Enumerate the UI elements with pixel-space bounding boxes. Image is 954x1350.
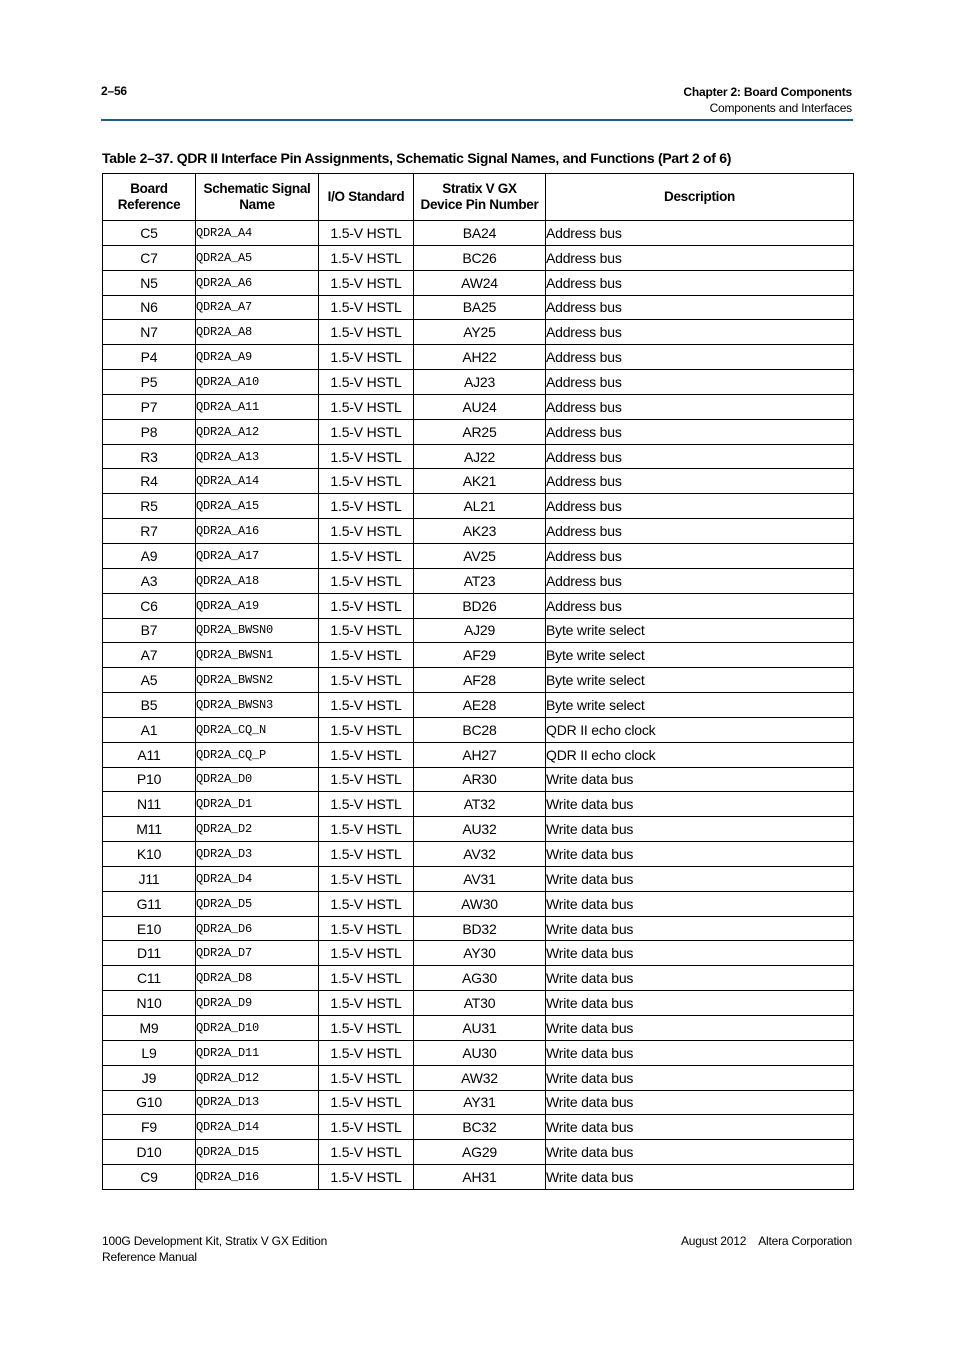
cell-pin-number: AH22	[414, 345, 546, 370]
table-row	[103, 370, 854, 395]
table-row	[103, 1090, 854, 1115]
cell-description: QDR II echo clock	[546, 742, 854, 767]
cell-board-reference: R3	[103, 444, 196, 469]
table-row	[103, 618, 854, 643]
cell-board-reference: P8	[103, 419, 196, 444]
cell-pin-number: AU30	[414, 1040, 546, 1065]
cell-io-standard: 1.5-V HSTL	[319, 519, 414, 544]
cell-signal-name: QDR2A_D12	[196, 1065, 319, 1090]
cell-pin-number: AH31	[414, 1165, 546, 1190]
cell-pin-number: AJ23	[414, 370, 546, 395]
cell-signal-name: QDR2A_D2	[196, 817, 319, 842]
cell-pin-number: AG29	[414, 1140, 546, 1165]
footer-right	[681, 1233, 852, 1249]
table-header-row	[103, 174, 854, 221]
cell-io-standard: 1.5-V HSTL	[319, 817, 414, 842]
table-row	[103, 345, 854, 370]
cell-signal-name: QDR2A_BWSN0	[196, 618, 319, 643]
cell-description: Byte write select	[546, 668, 854, 693]
section-title: Components and Interfaces	[709, 101, 852, 115]
column-header-board-reference: Board Reference	[103, 174, 196, 221]
cell-io-standard: 1.5-V HSTL	[319, 941, 414, 966]
cell-pin-number: AE28	[414, 693, 546, 718]
cell-pin-number: AK21	[414, 469, 546, 494]
cell-pin-number: BC32	[414, 1115, 546, 1140]
cell-io-standard: 1.5-V HSTL	[319, 370, 414, 395]
cell-board-reference: J11	[103, 866, 196, 891]
cell-board-reference: C5	[103, 221, 196, 246]
cell-board-reference: N7	[103, 320, 196, 345]
cell-signal-name: QDR2A_BWSN2	[196, 668, 319, 693]
table-row	[103, 270, 854, 295]
cell-pin-number: AG30	[414, 966, 546, 991]
cell-signal-name: QDR2A_D8	[196, 966, 319, 991]
cell-board-reference: A5	[103, 668, 196, 693]
table-row	[103, 469, 854, 494]
cell-pin-number: AV32	[414, 842, 546, 867]
table-row	[103, 593, 854, 618]
table-row	[103, 966, 854, 991]
cell-signal-name: QDR2A_D11	[196, 1040, 319, 1065]
cell-io-standard: 1.5-V HSTL	[319, 767, 414, 792]
cell-io-standard: 1.5-V HSTL	[319, 221, 414, 246]
cell-signal-name: QDR2A_D9	[196, 991, 319, 1016]
cell-description: Address bus	[546, 370, 854, 395]
cell-pin-number: AK23	[414, 519, 546, 544]
document-title: 100G Development Kit, Stratix V GX Edition	[102, 1234, 328, 1248]
column-header-io-standard: I/O Standard	[319, 174, 414, 221]
cell-description: Address bus	[546, 245, 854, 270]
cell-description: Address bus	[546, 270, 854, 295]
cell-board-reference: D10	[103, 1140, 196, 1165]
cell-description: Write data bus	[546, 817, 854, 842]
cell-pin-number: AU31	[414, 1016, 546, 1041]
cell-board-reference: P5	[103, 370, 196, 395]
table-row	[103, 693, 854, 718]
table-row	[103, 568, 854, 593]
cell-io-standard: 1.5-V HSTL	[319, 1165, 414, 1190]
cell-io-standard: 1.5-V HSTL	[319, 991, 414, 1016]
cell-board-reference: C9	[103, 1165, 196, 1190]
cell-signal-name: QDR2A_CQ_P	[196, 742, 319, 767]
cell-board-reference: M9	[103, 1016, 196, 1041]
cell-pin-number: AT30	[414, 991, 546, 1016]
cell-description: Write data bus	[546, 1065, 854, 1090]
column-header-device-pin-number: Stratix V GX Device Pin Number	[414, 174, 546, 221]
cell-description: Address bus	[546, 519, 854, 544]
cell-description: Write data bus	[546, 842, 854, 867]
cell-pin-number: BD26	[414, 593, 546, 618]
cell-description: Address bus	[546, 469, 854, 494]
cell-io-standard: 1.5-V HSTL	[319, 717, 414, 742]
cell-io-standard: 1.5-V HSTL	[319, 643, 414, 668]
column-header-description: Description	[546, 174, 854, 221]
table-row	[103, 767, 854, 792]
cell-board-reference: A9	[103, 543, 196, 568]
table-row	[103, 519, 854, 544]
cell-io-standard: 1.5-V HSTL	[319, 693, 414, 718]
cell-description: Write data bus	[546, 1040, 854, 1065]
cell-signal-name: QDR2A_D5	[196, 891, 319, 916]
cell-description: Address bus	[546, 444, 854, 469]
cell-io-standard: 1.5-V HSTL	[319, 891, 414, 916]
cell-pin-number: AF28	[414, 668, 546, 693]
cell-board-reference: D11	[103, 941, 196, 966]
cell-io-standard: 1.5-V HSTL	[319, 916, 414, 941]
cell-description: Address bus	[546, 320, 854, 345]
cell-io-standard: 1.5-V HSTL	[319, 345, 414, 370]
table-row	[103, 419, 854, 444]
cell-io-standard: 1.5-V HSTL	[319, 1065, 414, 1090]
table-row	[103, 991, 854, 1016]
cell-pin-number: AF29	[414, 643, 546, 668]
table-row	[103, 1165, 854, 1190]
table-body	[103, 221, 854, 1190]
cell-board-reference: N10	[103, 991, 196, 1016]
cell-signal-name: QDR2A_CQ_N	[196, 717, 319, 742]
cell-io-standard: 1.5-V HSTL	[319, 444, 414, 469]
cell-signal-name: QDR2A_A11	[196, 394, 319, 419]
cell-board-reference: E10	[103, 916, 196, 941]
cell-signal-name: QDR2A_D7	[196, 941, 319, 966]
cell-board-reference: A1	[103, 717, 196, 742]
cell-pin-number: AR25	[414, 419, 546, 444]
table-row	[103, 444, 854, 469]
table-row	[103, 1115, 854, 1140]
cell-board-reference: R4	[103, 469, 196, 494]
cell-description: QDR II echo clock	[546, 717, 854, 742]
cell-signal-name: QDR2A_D16	[196, 1165, 319, 1190]
table-row	[103, 1016, 854, 1041]
cell-board-reference: N5	[103, 270, 196, 295]
table-row	[103, 1040, 854, 1065]
cell-description: Address bus	[546, 494, 854, 519]
cell-signal-name: QDR2A_A8	[196, 320, 319, 345]
cell-description: Byte write select	[546, 618, 854, 643]
cell-signal-name: QDR2A_A12	[196, 419, 319, 444]
cell-description: Write data bus	[546, 991, 854, 1016]
cell-io-standard: 1.5-V HSTL	[319, 1040, 414, 1065]
cell-pin-number: AY31	[414, 1090, 546, 1115]
cell-io-standard: 1.5-V HSTL	[319, 469, 414, 494]
cell-io-standard: 1.5-V HSTL	[319, 792, 414, 817]
cell-pin-number: AL21	[414, 494, 546, 519]
cell-signal-name: QDR2A_A10	[196, 370, 319, 395]
table-row	[103, 891, 854, 916]
cell-description: Address bus	[546, 345, 854, 370]
cell-pin-number: AR30	[414, 767, 546, 792]
cell-description: Write data bus	[546, 1115, 854, 1140]
cell-io-standard: 1.5-V HSTL	[319, 295, 414, 320]
table-row	[103, 842, 854, 867]
cell-io-standard: 1.5-V HSTL	[319, 593, 414, 618]
chapter-title: Chapter 2: Board Components	[683, 85, 852, 99]
cell-io-standard: 1.5-V HSTL	[319, 842, 414, 867]
cell-signal-name: QDR2A_A17	[196, 543, 319, 568]
cell-io-standard: 1.5-V HSTL	[319, 394, 414, 419]
table-row	[103, 792, 854, 817]
cell-description: Byte write select	[546, 693, 854, 718]
cell-signal-name: QDR2A_D0	[196, 767, 319, 792]
cell-signal-name: QDR2A_D15	[196, 1140, 319, 1165]
cell-signal-name: QDR2A_A7	[196, 295, 319, 320]
cell-description: Address bus	[546, 394, 854, 419]
cell-pin-number: AY30	[414, 941, 546, 966]
cell-io-standard: 1.5-V HSTL	[319, 270, 414, 295]
cell-description: Address bus	[546, 593, 854, 618]
table-row	[103, 394, 854, 419]
cell-pin-number: BC26	[414, 245, 546, 270]
table-row	[103, 742, 854, 767]
table-row	[103, 717, 854, 742]
cell-description: Write data bus	[546, 966, 854, 991]
cell-description: Write data bus	[546, 1140, 854, 1165]
cell-signal-name: QDR2A_D3	[196, 842, 319, 867]
cell-signal-name: QDR2A_A15	[196, 494, 319, 519]
cell-signal-name: QDR2A_D13	[196, 1090, 319, 1115]
cell-description: Write data bus	[546, 1165, 854, 1190]
cell-board-reference: R5	[103, 494, 196, 519]
cell-description: Write data bus	[546, 866, 854, 891]
cell-board-reference: P10	[103, 767, 196, 792]
cell-pin-number: AY25	[414, 320, 546, 345]
cell-signal-name: QDR2A_D1	[196, 792, 319, 817]
table-title: Table 2–37. QDR II Interface Pin Assignments, Schematic Signal Names, and Functions (Part 2 of 6)	[102, 150, 732, 166]
cell-pin-number: AH27	[414, 742, 546, 767]
cell-pin-number: AU32	[414, 817, 546, 842]
cell-pin-number: AV31	[414, 866, 546, 891]
cell-signal-name: QDR2A_BWSN1	[196, 643, 319, 668]
cell-signal-name: QDR2A_D6	[196, 916, 319, 941]
company-name: Altera Corporation	[758, 1234, 852, 1248]
cell-pin-number: AT23	[414, 568, 546, 593]
cell-description: Write data bus	[546, 916, 854, 941]
cell-description: Address bus	[546, 543, 854, 568]
table-row	[103, 941, 854, 966]
running-header	[683, 84, 852, 116]
cell-description: Byte write select	[546, 643, 854, 668]
cell-signal-name: QDR2A_A5	[196, 245, 319, 270]
cell-signal-name: QDR2A_A19	[196, 593, 319, 618]
cell-board-reference: C7	[103, 245, 196, 270]
cell-board-reference: J9	[103, 1065, 196, 1090]
cell-board-reference: R7	[103, 519, 196, 544]
table-row	[103, 1065, 854, 1090]
cell-pin-number: BC28	[414, 717, 546, 742]
header-rule	[101, 119, 853, 121]
cell-board-reference: P7	[103, 394, 196, 419]
cell-io-standard: 1.5-V HSTL	[319, 866, 414, 891]
cell-pin-number: AU24	[414, 394, 546, 419]
cell-board-reference: F9	[103, 1115, 196, 1140]
table-row	[103, 643, 854, 668]
page-number: 2–56	[101, 84, 127, 98]
cell-io-standard: 1.5-V HSTL	[319, 1090, 414, 1115]
cell-description: Write data bus	[546, 792, 854, 817]
cell-description: Address bus	[546, 419, 854, 444]
table-row	[103, 221, 854, 246]
cell-io-standard: 1.5-V HSTL	[319, 419, 414, 444]
cell-board-reference: K10	[103, 842, 196, 867]
cell-signal-name: QDR2A_A9	[196, 345, 319, 370]
cell-board-reference: A3	[103, 568, 196, 593]
table-row	[103, 245, 854, 270]
document-type: Reference Manual	[102, 1250, 197, 1264]
cell-io-standard: 1.5-V HSTL	[319, 668, 414, 693]
footer-left	[102, 1233, 327, 1265]
cell-signal-name: QDR2A_A6	[196, 270, 319, 295]
cell-pin-number: BA25	[414, 295, 546, 320]
cell-io-standard: 1.5-V HSTL	[319, 742, 414, 767]
cell-io-standard: 1.5-V HSTL	[319, 1140, 414, 1165]
cell-pin-number: AV25	[414, 543, 546, 568]
cell-signal-name: QDR2A_D10	[196, 1016, 319, 1041]
cell-description: Write data bus	[546, 891, 854, 916]
cell-board-reference: M11	[103, 817, 196, 842]
cell-description: Address bus	[546, 295, 854, 320]
table-row	[103, 916, 854, 941]
cell-io-standard: 1.5-V HSTL	[319, 320, 414, 345]
cell-io-standard: 1.5-V HSTL	[319, 966, 414, 991]
cell-pin-number: AJ22	[414, 444, 546, 469]
cell-signal-name: QDR2A_BWSN3	[196, 693, 319, 718]
cell-io-standard: 1.5-V HSTL	[319, 245, 414, 270]
cell-description: Address bus	[546, 568, 854, 593]
table-row	[103, 494, 854, 519]
cell-board-reference: C11	[103, 966, 196, 991]
cell-signal-name: QDR2A_D14	[196, 1115, 319, 1140]
cell-description: Write data bus	[546, 941, 854, 966]
cell-pin-number: AJ29	[414, 618, 546, 643]
table-row	[103, 543, 854, 568]
cell-signal-name: QDR2A_A18	[196, 568, 319, 593]
cell-board-reference: G11	[103, 891, 196, 916]
cell-signal-name: QDR2A_D4	[196, 866, 319, 891]
cell-description: Address bus	[546, 221, 854, 246]
cell-io-standard: 1.5-V HSTL	[319, 618, 414, 643]
table-row	[103, 817, 854, 842]
cell-io-standard: 1.5-V HSTL	[319, 1115, 414, 1140]
cell-io-standard: 1.5-V HSTL	[319, 568, 414, 593]
table-row	[103, 1140, 854, 1165]
cell-board-reference: G10	[103, 1090, 196, 1115]
cell-board-reference: C6	[103, 593, 196, 618]
cell-board-reference: A11	[103, 742, 196, 767]
column-header-schematic-signal-name: Schematic Signal Name	[196, 174, 319, 221]
pin-assignment-table	[102, 173, 854, 1190]
cell-pin-number: AW32	[414, 1065, 546, 1090]
cell-signal-name: QDR2A_A16	[196, 519, 319, 544]
table-row	[103, 320, 854, 345]
cell-description: Write data bus	[546, 1090, 854, 1115]
cell-board-reference: N6	[103, 295, 196, 320]
table-row	[103, 668, 854, 693]
cell-board-reference: B7	[103, 618, 196, 643]
cell-io-standard: 1.5-V HSTL	[319, 1016, 414, 1041]
cell-signal-name: QDR2A_A4	[196, 221, 319, 246]
cell-pin-number: BD32	[414, 916, 546, 941]
cell-pin-number: AW24	[414, 270, 546, 295]
cell-signal-name: QDR2A_A13	[196, 444, 319, 469]
table-row	[103, 295, 854, 320]
publication-date: August 2012	[681, 1234, 747, 1248]
cell-board-reference: N11	[103, 792, 196, 817]
cell-board-reference: A7	[103, 643, 196, 668]
cell-io-standard: 1.5-V HSTL	[319, 543, 414, 568]
cell-description: Write data bus	[546, 1016, 854, 1041]
cell-io-standard: 1.5-V HSTL	[319, 494, 414, 519]
cell-description: Write data bus	[546, 767, 854, 792]
cell-pin-number: BA24	[414, 221, 546, 246]
cell-pin-number: AW30	[414, 891, 546, 916]
cell-pin-number: AT32	[414, 792, 546, 817]
cell-signal-name: QDR2A_A14	[196, 469, 319, 494]
cell-board-reference: B5	[103, 693, 196, 718]
table-row	[103, 866, 854, 891]
cell-board-reference: L9	[103, 1040, 196, 1065]
cell-board-reference: P4	[103, 345, 196, 370]
